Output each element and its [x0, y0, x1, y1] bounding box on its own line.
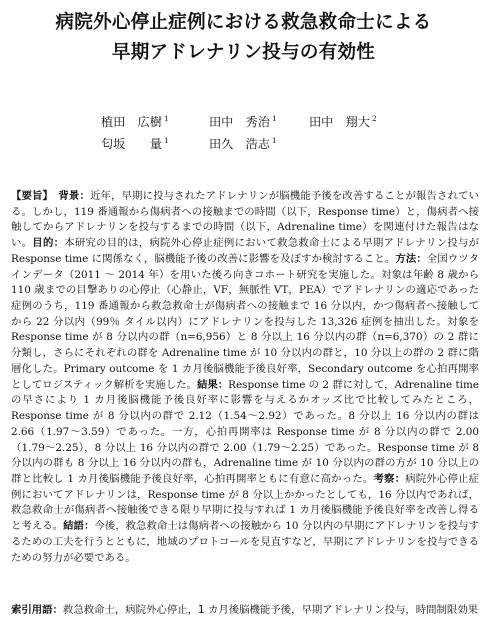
author-list	[0, 113, 487, 157]
section-label-objective: 目的：	[32, 237, 65, 250]
section-text-results: Response time の 2 群に対して，Adrenaline time の早さにより 1 カ月後脳機能予後良好率に影響を与えるかオッズ比で比較してみたところ，Response time が 8 分以内の群で 2.12（1.54～2.92）であった。8 分以上 16 分以内の群は 2.66（1.97～3.59）であった。一方，心拍再開率は Response time が 8 分以内の群で 2.00（1.79～2.25），8 分以上 16 分以内の群で 2.00（1.79～2.25）であった。Response time が 8 分以内の群も 8 分以上 16 分以内の群も，Adrenaline time が 10 分以内の群の方が 10 分以上の群と比較し 1 カ月後脳機能予後良好率，心拍再開率ともに有意に高かった。	[11, 378, 480, 485]
author: 田中 秀治 $^1$	[209, 114, 277, 129]
author-row-1	[0, 113, 487, 135]
paper-title	[0, 8, 487, 68]
section-text-conclusion: 今後，救急救命士は傷病者への接触から 10 分以内の早期にアドレナリンを投与するための工夫を行うとともに，地域のプロトコールを見直すなど，早期にアドレナリンを投与できるための努力が必要である。	[11, 520, 479, 564]
abstract-label: 【要旨】	[11, 190, 48, 202]
section-label-conclusion: 結語：	[63, 520, 95, 533]
keywords	[11, 603, 487, 619]
author-row-2	[0, 135, 487, 157]
author: 匂坂 量 $^1$	[101, 136, 169, 151]
affiliation-mark: 2	[371, 114, 377, 123]
author: 植田 広樹 $^1$	[101, 114, 169, 129]
title-line-2: 早期アドレナリン投与の有効性	[111, 42, 376, 63]
author: 田中 翔大 $^2$	[309, 114, 377, 129]
title-line-1: 病院外心停止症例における救急救命士による	[55, 12, 432, 33]
section-text-objective: 本研究の目的は，病院外心停止症例において救急救命士による早期アドレナリン投与が Response time に関係なく，脳機能予後の改善に影響を及ぼすか検討すること。	[11, 237, 480, 265]
affiliation-mark: 1	[271, 136, 277, 145]
abstract	[11, 189, 479, 566]
author: 田久 浩志 $^1$	[209, 136, 277, 151]
section-text-background: 近年，早期に投与されたアドレナリンが脳機能予後を改善することが報告されている。しかし，119 番通報から傷病者への接触までの時間（以下，Response time）と，傷病者へ接触してからアドレナリンを投与するまでの時間（以下，Adrenaline time）を関連付けた報告はない。	[11, 190, 480, 250]
affiliation-mark: 1	[271, 114, 277, 123]
section-label-background: 背景：	[58, 190, 90, 202]
section-text-discussion: 病院外心停止症例においてアドレナリンは，Response time が 8 分以上かかったとしても，16 分以内であれば，救急救命士が傷病者へ接触後できる限り早期に投与すれば 1 カ月後脳機能予後良好率を改善し得ると考える。	[11, 472, 480, 533]
section-label-discussion: 考察：	[373, 472, 406, 485]
section-text-methods: 全国ウツタインデータ（2011 ～ 2014 年）を用いた後ろ向きコホート研究を実施した。対象は年齢 8 歳から 110 歳までの目撃ありの心停止（心静止，VF，無脈性 VT，PEA）でアドレナリンの適応であった症例のうち，119 番通報から救急救命士が傷病者への接触まで 16 分以内，かつ傷病者へ接触してから 22 分以内（99％ タイル以内）にアドレナリンを投与した 13,326 症例を抽出した。対象を Response time が 8 分以内の群（n=6,956）と 8 分以上 16 分以内の群（n=6,370）の 2 群に分類し，さらにそれぞれの群を Adrenaline time が 10 分以内の群と，10 分以上の群の 2 群に階層化した。Primary outcome を 1 カ月後脳機能予後良好率，Secondary outcome を心拍再開率としてロジスティック解析を実施した。	[11, 252, 479, 391]
keywords-text: 救急救命士，病院外心停止，1 カ月後脳機能予後，早期アドレナリン投与，時間制限効果	[62, 604, 479, 616]
affiliation-mark: 1	[163, 136, 169, 145]
section-label-methods: 方法：	[395, 252, 427, 265]
section-label-results: 結果：	[196, 378, 229, 391]
affiliation-mark: 1	[163, 114, 169, 123]
keywords-label: 索引用語：	[11, 604, 63, 616]
